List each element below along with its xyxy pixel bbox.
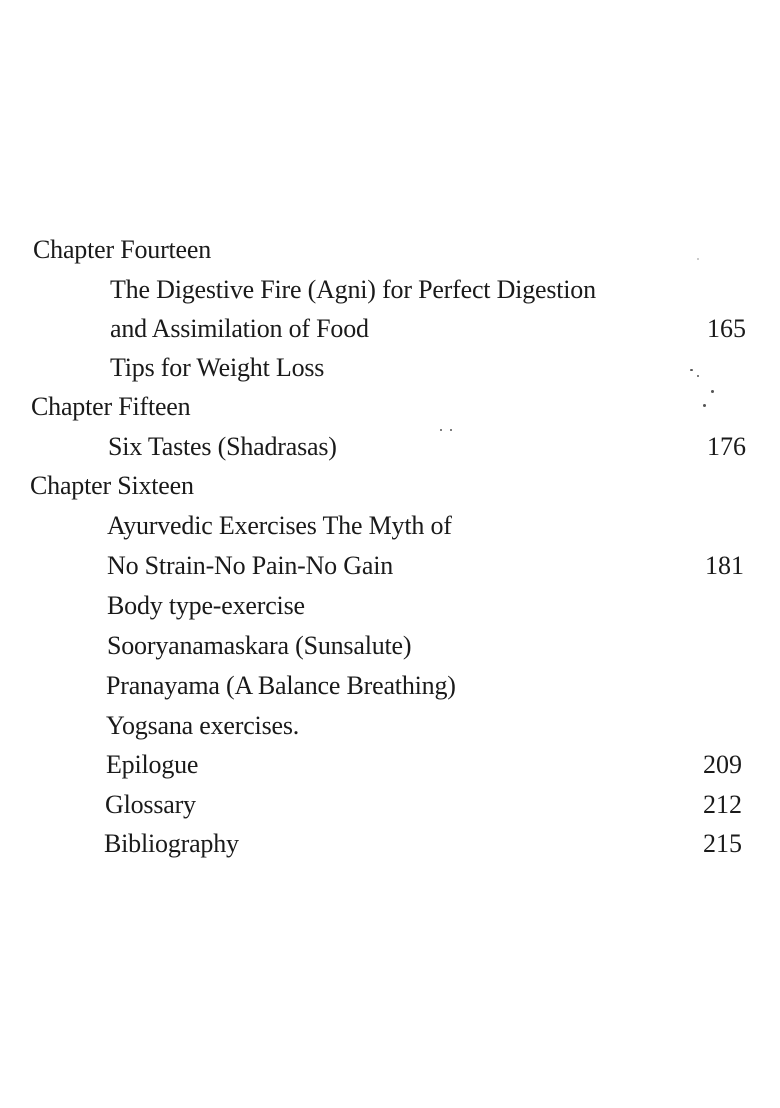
- ch14-entry-digestive-fire-line1: The Digestive Fire (Agni) for Perfect Digestion: [110, 275, 596, 304]
- ch16-entry-ayurvedic-exercises-line2: No Strain-No Pain-No Gain: [107, 551, 394, 580]
- ch14-entry-digestive-fire-line2: and Assimilation of Food: [110, 314, 369, 343]
- glossary-entry: Glossary: [105, 790, 196, 819]
- bibliography-page: 215: [703, 829, 742, 858]
- ch16-entry-ayurvedic-exercises-page: 181: [705, 551, 744, 580]
- glossary-page: 212: [703, 790, 742, 819]
- epilogue-entry: Epilogue: [106, 750, 199, 779]
- chapter-sixteen-heading: Chapter Sixteen: [30, 471, 194, 500]
- ch15-entry-six-tastes: Six Tastes (Shadrasas): [108, 432, 337, 461]
- ch16-entry-yogsana: Yogsana exercises.: [106, 711, 300, 740]
- scan-speck: [690, 369, 693, 371]
- ch16-entry-sooryanamaskara: Sooryanamaskara (Sunsalute): [107, 631, 412, 660]
- ch14-entry-weight-loss: Tips for Weight Loss: [110, 353, 325, 382]
- ch16-entry-pranayama: Pranayama (A Balance Breathing): [106, 671, 456, 700]
- scan-speck: [697, 375, 699, 377]
- chapter-fourteen-heading: Chapter Fourteen: [33, 235, 212, 264]
- scan-speck: [440, 429, 442, 431]
- ch14-entry-digestive-fire-page: 165: [707, 314, 746, 343]
- scan-speck: [450, 429, 452, 431]
- epilogue-page: 209: [703, 750, 742, 779]
- bibliography-entry: Bibliography: [104, 829, 239, 858]
- scan-speck: [697, 258, 699, 260]
- scan-speck: [711, 390, 714, 393]
- scan-speck: [703, 404, 706, 407]
- ch16-entry-ayurvedic-exercises-line1: Ayurvedic Exercises The Myth of: [107, 511, 452, 540]
- ch15-entry-six-tastes-page: 176: [707, 432, 746, 461]
- ch16-entry-body-type-exercise: Body type-exercise: [107, 591, 305, 620]
- chapter-fifteen-heading: Chapter Fifteen: [31, 392, 191, 421]
